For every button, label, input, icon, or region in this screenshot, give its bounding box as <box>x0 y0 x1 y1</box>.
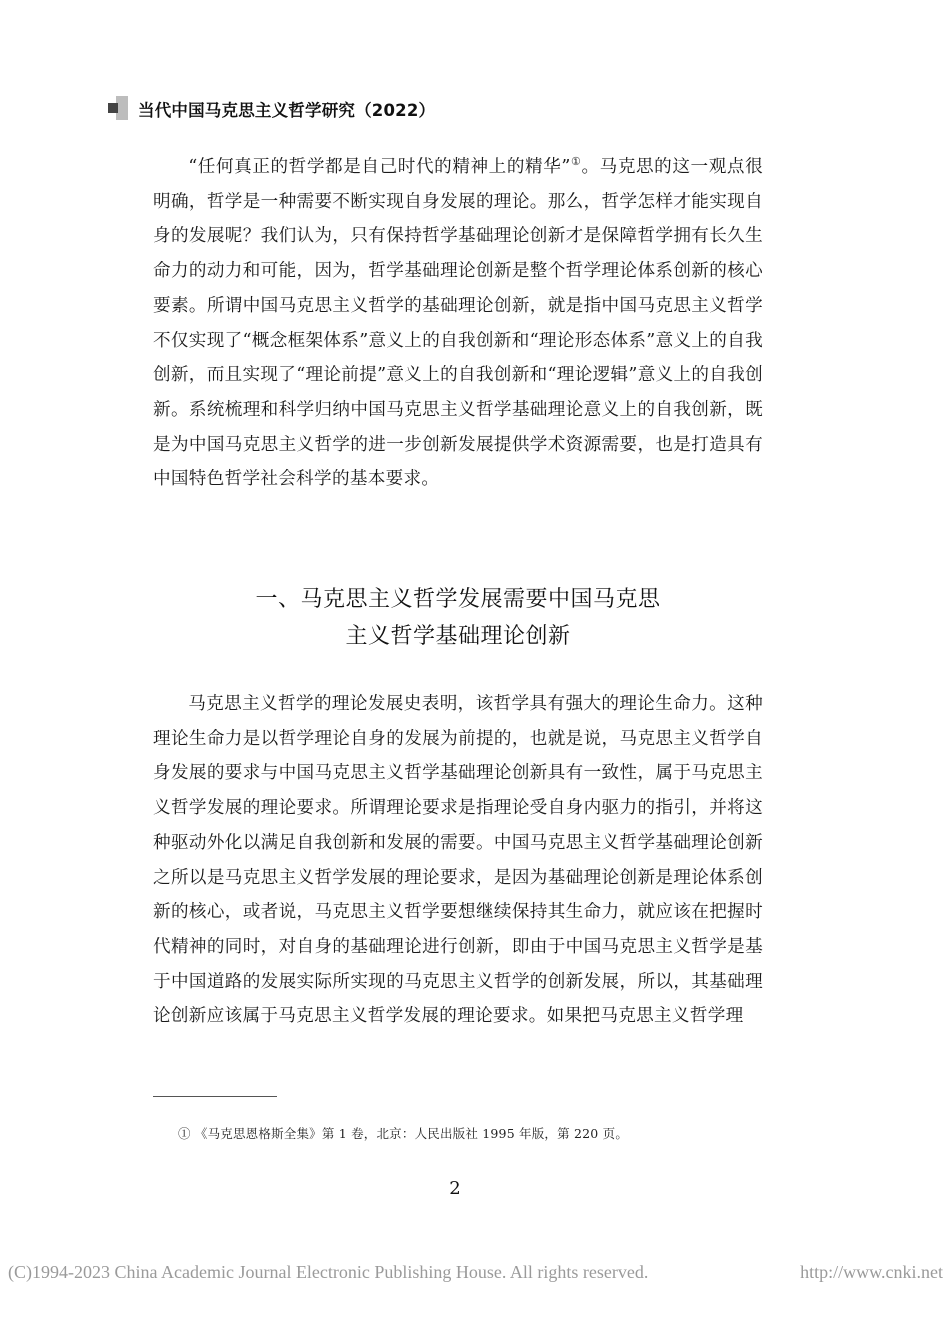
journal-logo-icon <box>108 96 130 122</box>
cnki-link[interactable]: http://www.cnki.net <box>800 1262 943 1282</box>
footnote-reference[interactable]: ① <box>570 155 582 169</box>
running-header <box>108 96 435 122</box>
copyright-footer <box>8 1262 943 1283</box>
footnote-divider <box>153 1096 277 1097</box>
intro-paragraph-block <box>153 150 763 497</box>
section-paragraph: 马克思主义哲学的理论发展史表明，该哲学具有强大的理论生命力。这种理论生命力是以哲学理论自身的发展为前提的，也就是说，马克思主义哲学自身发展的要求与中国马克思主义哲学基础理论创新具有一致性，属于马克思主义哲学发展的理论要求。所谓理论要求是指理论受自身内驱力的指引，并将这种驱动外化以满足自我创新和发展的需要。中国马克思主义哲学基础理论创新之所以是马克思主义哲学发展的理论要求，是因为基础理论创新是理论体系创新的核心，或者说，马克思主义哲学要想继续保持其生命力，就应该在把握时代精神的同时，对自身的基础理论进行创新，即由于中国马克思主义哲学是基于中国道路的发展实际所实现的马克思主义哲学的创新发展，所以，其基础理论创新应该属于马克思主义哲学发展的理论要求。如果把马克思主义哲学理 <box>153 694 763 1027</box>
section-heading-line-1: 一、马克思主义哲学发展需要中国马克思 <box>255 587 661 612</box>
section-heading-line-2: 主义哲学基础理论创新 <box>345 624 571 649</box>
intro-text-part2: 。马克思的这一观点很明确，哲学是一种需要不断实现自身发展的理论。那么，哲学怎样才能实现自身的发展呢？我们认为，只有保持哲学基础理论创新才是保障哲学拥有长久生命力的动力和可能，因为，哲学基础理论创新是整个哲学理论体系创新的核心要素。所谓中国马克思主义哲学的基础理论创新，就是指中国马克思主义哲学不仅实现了“概念框架体系”意义上的自我创新和“理论形态体系”意义上的自我创新，而且实现了“理论前提”意义上的自我创新和“理论逻辑”意义上的自我创新。系统梳理和科学归纳中国马克思主义哲学基础理论意义上的自我创新，既是为中国马克思主义哲学的进一步创新发展提供学术资源需要，也是打造具有中国特色哲学社会科学的基本要求。 <box>153 157 763 490</box>
intro-text-part1: “任何真正的哲学都是自己时代的精神上的精华” <box>188 157 571 177</box>
page-number: 2 <box>449 1178 461 1199</box>
section-heading <box>153 581 763 655</box>
copyright-notice: (C)1994-2023 China Academic Journal Electronic Publishing House. All rights reserved. <box>8 1262 649 1282</box>
running-header-title: 当代中国马克思主义哲学研究（2022） <box>138 101 436 120</box>
intro-paragraph <box>153 150 763 497</box>
footnote-text: ① 《马克思恩格斯全集》第 1 卷，北京：人民出版社 1995 年版，第 220 页。 <box>178 1126 629 1141</box>
section-paragraph-block <box>153 687 763 1034</box>
